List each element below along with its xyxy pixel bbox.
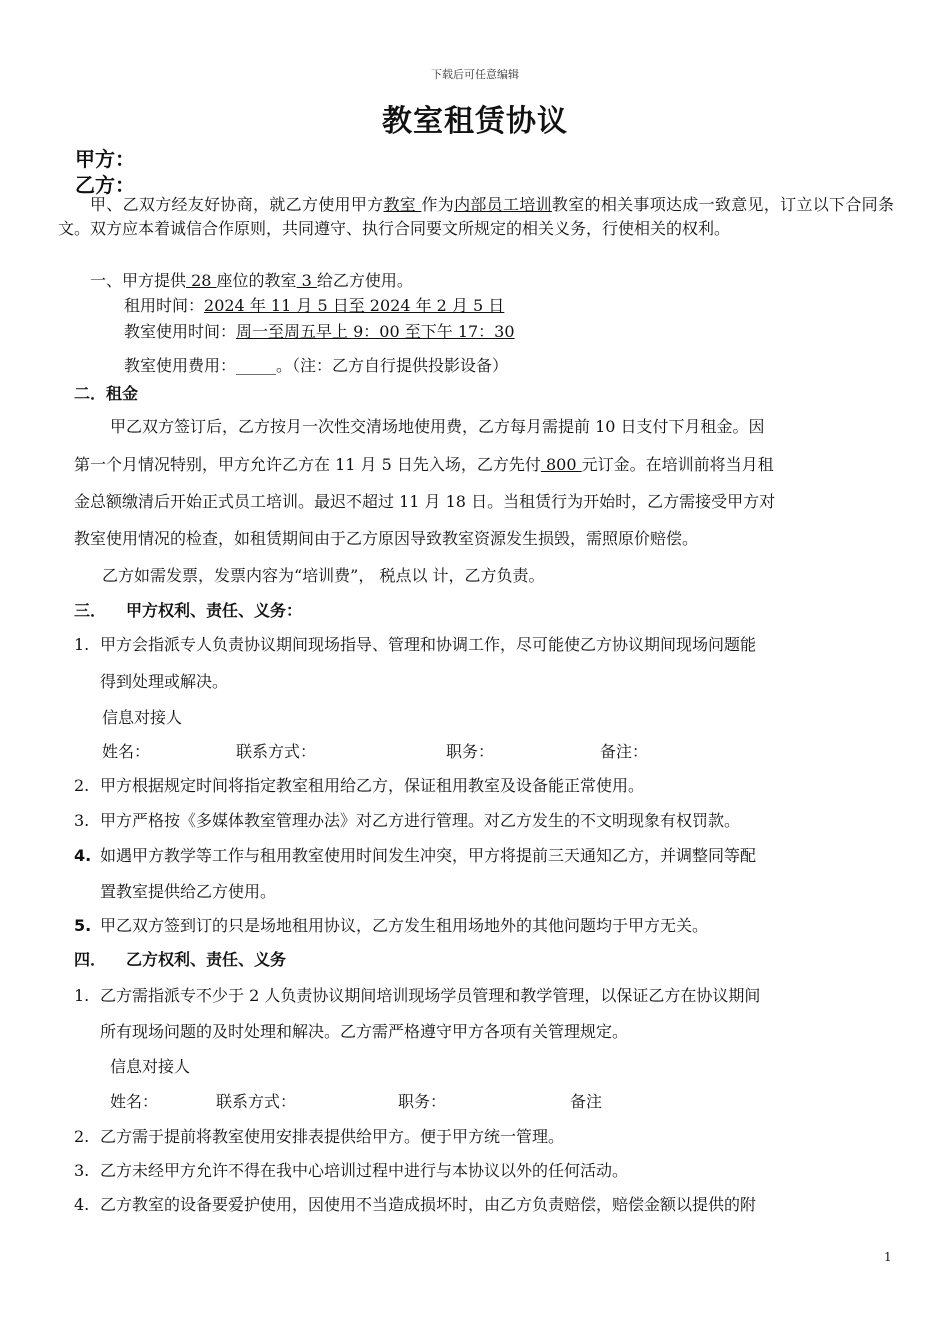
s3-item-3-num: 3. [74,811,90,830]
s4-item-4 [74,1192,756,1215]
s4-item-1-num: 1. [74,986,90,1005]
rent-time-value: 2024 年 11 月 5 日至 2024 年 2 月 5 日 [204,296,505,315]
s3-contact-position: 职务： [446,742,495,761]
s3-contact-name: 姓名： [102,742,151,761]
s1-seats: 28 [186,271,217,290]
fee-note: 。（注：乙方自行提供投影设备） [276,356,509,375]
rent-time-label: 租用时间： [124,296,205,315]
s3-item-1-line-2: 得到处理或解决。 [100,672,229,691]
s3-contact-remark: 备注： [600,742,649,761]
section-2-heading: 二．租金 [74,384,139,403]
use-time-line [124,319,515,342]
s4-item-1-line-1: 乙方需指派专不少于 2 人负责协议期间培训现场学员管理和教学管理，以保证乙方在协议期间 [100,986,761,1005]
s4-heading-text: 乙方权利、责任、义务 [126,950,287,969]
s3-item-4-line-1: 如遇甲方教学等工作与租用教室使用时间发生冲突，甲方将提前三天通知乙方，并调整同等配 [100,846,757,865]
intro-text-1: 甲、乙双方经友好协商，就乙方使用甲方 [90,195,384,214]
fee-blank: _____ [236,356,277,375]
s3-item-5 [74,913,708,936]
s4-contact-remark: 备注 [570,1092,603,1111]
intro-underline-purpose: 内部员工培训 [454,195,552,214]
rent-para-line-1: 甲乙双方签订后，乙方按月一次性交清场地使用费，乙方每月需提前 10 日支付下月租金。因 [110,417,765,436]
s4-item-1 [74,983,760,1006]
use-time-label: 教室使用时间： [124,322,237,341]
section-1-line [90,268,413,291]
rent-para-line-2a: 第一个月情况特别，甲方允许乙方在 11 月 5 日先入场，乙方先付 [74,455,541,474]
s3-item-2 [74,773,644,796]
s1-text-3: 给乙方使用。 [316,271,413,290]
s3-item-4-num: 4. [74,846,92,865]
page-number: 1 [884,1250,892,1264]
section-3-heading [74,598,302,621]
s4-item-3-num: 3. [74,1161,90,1180]
s1-text-2: 座位的教室 [216,271,297,290]
s4-item-2 [74,1124,564,1147]
s3-heading-num: 三． [74,601,107,620]
s3-heading-text: 甲方权利、责任、义务： [126,601,303,620]
rent-para-line-2 [74,452,774,475]
section-4-heading [74,947,286,970]
s4-item-3-line-1: 乙方未经甲方允许不得在我中心培训过程中进行与本协议以外的任何活动。 [100,1161,629,1180]
s3-item-1 [74,632,756,655]
s3-item-2-num: 2. [74,776,90,795]
s4-contact-position: 职务： [398,1092,447,1111]
s4-item-4-num: 4. [74,1195,90,1214]
s3-item-5-num: 5. [74,916,92,935]
s3-item-4-line-2: 置教室提供给乙方使用。 [100,882,277,901]
s4-item-1-line-2: 所有现场问题的及时处理和解决。乙方需严格遵守甲方各项有关管理规定。 [100,1022,629,1041]
intro-underline-classroom: 教室 [383,195,422,214]
s3-item-3-line-1: 甲方严格按《多媒体教室管理办法》对乙方进行管理。对乙方发生的不文明现象有权罚款。 [100,811,741,830]
party-b-label: 乙方： [75,173,135,197]
s1-text-1: 一、甲方提供 [90,271,187,290]
rent-para-line-3: 金总额缴清后开始正式员工培训。最迟不超过 11 月 18 日。当租赁行为开始时，乙方需接受甲方对 [74,492,776,511]
rent-time-line [124,293,504,316]
header-note: 下载后可任意编辑 [431,68,519,81]
s1-room-number: 3 [296,271,317,290]
s3-item-1-line-1: 甲方会指派专人负责协议期间现场指导、管理和协调工作，尽可能使乙方协议期间现场问题能 [100,635,757,654]
s4-contact-title: 信息对接人 [110,1057,191,1076]
use-time-value: 周一至周五早上 9：00 至下午 17：30 [236,322,515,341]
s4-item-4-line-1: 乙方教室的设备要爱护使用，因使用不当造成损坏时，由乙方负责赔偿，赔偿金额以提供的附 [100,1195,757,1214]
s3-contact-title: 信息对接人 [102,708,183,727]
s3-item-4 [74,843,756,866]
intro-paragraph [58,193,894,241]
fee-line [124,353,508,376]
s4-heading-num: 四． [74,950,107,969]
s3-contact-phone: 联系方式： [236,742,317,761]
deposit-amount: 800 [540,455,582,474]
s3-item-1-num: 1. [74,635,90,654]
rent-para-line-4: 教室使用情况的检查，如租赁期间由于乙方原因导致教室资源发生损毁，需照原价赔偿。 [74,529,699,548]
s4-item-2-line-1: 乙方需于提前将教室使用安排表提供给甲方。便于甲方统一管理。 [100,1127,565,1146]
intro-text-2: 作为 [421,195,455,214]
s4-item-2-num: 2. [74,1127,90,1146]
s4-item-3 [74,1158,628,1181]
s3-item-3 [74,808,740,831]
invoice-line: 乙方如需发票，发票内容为“培训费”， 税点以 计，乙方负责。 [102,566,545,585]
s3-item-5-line-1: 甲乙双方签到订的只是场地租用协议，乙方发生租用场地外的其他问题均于甲方无关。 [100,916,709,935]
s3-item-2-line-1: 甲方根据规定时间将指定教室租用给乙方，保证租用教室及设备能正常使用。 [100,776,645,795]
intro-text-3: 教室的相关事项达成一致意见，订立以下合同条文。双方应本着诚信合作原则，共同遵守、执行合同要文所规定的相关义务，行使相关的权利。 [58,195,894,238]
s4-contact-phone: 联系方式： [216,1092,297,1111]
rent-para-line-2b: 元订金。在培训前将当月租 [581,455,774,474]
fee-label: 教室使用费用： [124,356,237,375]
document-title: 教室租赁协议 [382,104,568,139]
party-a-label: 甲方： [75,147,135,171]
s4-contact-name: 姓名： [110,1092,159,1111]
